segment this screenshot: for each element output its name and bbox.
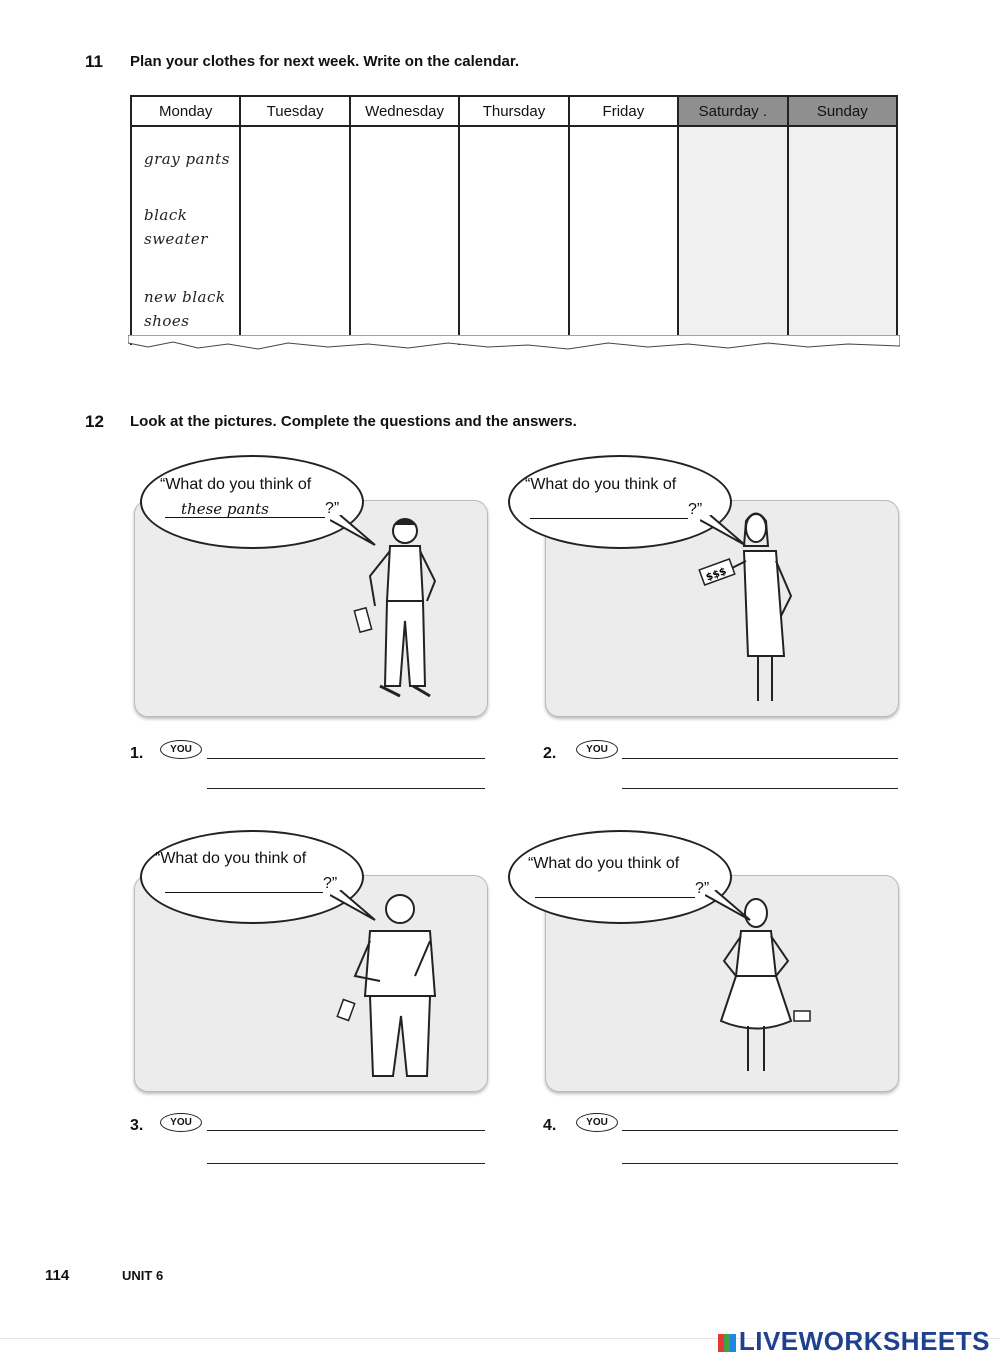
tuesday-cell[interactable]	[240, 126, 349, 345]
liveworksheets-logo	[718, 1326, 990, 1357]
bubble-1-end: ?”	[325, 500, 340, 517]
answer-2-line-b[interactable]	[622, 788, 898, 789]
answer-2-number: 2.	[543, 745, 557, 762]
answer-3-number: 3.	[130, 1117, 144, 1134]
day-header-friday: Friday	[569, 96, 678, 126]
monday-cell[interactable]	[131, 126, 240, 345]
sunday-cell[interactable]	[788, 126, 897, 345]
monday-entry-new-black: new black	[144, 288, 226, 306]
monday-entry-black: black	[144, 206, 188, 224]
monday-entry-pants: gray pants	[144, 150, 230, 168]
monday-entry-shoes: shoes	[144, 312, 190, 330]
answer-3-line-a[interactable]	[207, 1130, 485, 1131]
bubble-2-question	[525, 476, 676, 494]
bubble-2-line1: “What do you think of	[525, 476, 677, 493]
answer-1-number: 1.	[130, 745, 144, 762]
friday-cell[interactable]	[569, 126, 678, 345]
bubble-3-blank[interactable]	[165, 874, 323, 893]
torn-edge	[128, 335, 900, 355]
bubble-2-blank[interactable]	[530, 500, 688, 519]
answer-4-number: 4.	[543, 1117, 557, 1134]
monday-entry-sweater: sweater	[144, 230, 208, 248]
bubble-1-blank[interactable]: these pants	[165, 500, 325, 518]
page-number: 114	[45, 1267, 70, 1284]
bubble-2-answer-line	[530, 500, 702, 519]
svg-text:$$$: $$$	[704, 566, 729, 584]
speech-bubble-4	[508, 830, 732, 924]
logo-text: LIVEWORKSHEETS	[738, 1326, 990, 1356]
bubble-3-answer-line	[165, 874, 337, 893]
exercise-12-instruction: Look at the pictures. Complete the questions and the answers.	[130, 413, 577, 430]
you-icon-3: YOU	[160, 1113, 202, 1132]
bubble-3-line1: “What do you think of	[155, 850, 307, 867]
bubble-4-question	[528, 855, 679, 873]
answer-2-line-a[interactable]	[622, 758, 898, 759]
bubble-4-blank[interactable]	[535, 879, 695, 898]
day-header-thursday: Thursday	[459, 96, 568, 126]
logo-grid-icon	[718, 1334, 736, 1352]
answer-1-line-a[interactable]	[207, 758, 485, 759]
you-icon-1: YOU	[160, 740, 202, 759]
bubble-4-end: ?”	[695, 880, 710, 897]
you-icon-4: YOU	[576, 1113, 618, 1132]
day-header-saturday: Saturday .	[678, 96, 787, 126]
bubble-1-question	[160, 476, 311, 494]
unit-label: UNIT 6	[122, 1268, 164, 1283]
bubble-3-tail	[330, 890, 380, 930]
bubble-4-answer-line	[535, 879, 709, 898]
bubble-3-question	[155, 850, 306, 868]
day-header-tuesday: Tuesday	[240, 96, 349, 126]
exercise-11-number: 11	[85, 52, 103, 71]
bubble-2-end: ?”	[688, 501, 703, 518]
bubble-2-tail	[700, 515, 750, 555]
thursday-cell[interactable]	[459, 126, 568, 345]
clothes-calendar	[130, 95, 898, 345]
you-icon-2: YOU	[576, 740, 618, 759]
bubble-3-end: ?”	[323, 875, 338, 892]
day-header-wednesday: Wednesday	[350, 96, 459, 126]
bubble-1-line1: “What do you think of	[160, 476, 312, 493]
bubble-1-tail	[330, 515, 380, 555]
answer-1-line-b[interactable]	[207, 788, 485, 789]
exercise-11-instruction: Plan your clothes for next week. Write on the calendar.	[130, 53, 519, 70]
wednesday-cell[interactable]	[350, 126, 459, 345]
bubble-1-answer-line	[165, 500, 339, 518]
answer-4-line-b[interactable]	[622, 1163, 898, 1164]
day-header-sunday: Sunday	[788, 96, 897, 126]
answer-3-line-b[interactable]	[207, 1163, 485, 1164]
bubble-4-line1: “What do you think of	[528, 855, 680, 872]
day-header-monday: Monday	[131, 96, 240, 126]
exercise-12-number: 12	[85, 412, 104, 431]
answer-4-line-a[interactable]	[622, 1130, 898, 1131]
saturday-cell[interactable]	[678, 126, 787, 345]
bubble-4-tail	[705, 890, 755, 930]
